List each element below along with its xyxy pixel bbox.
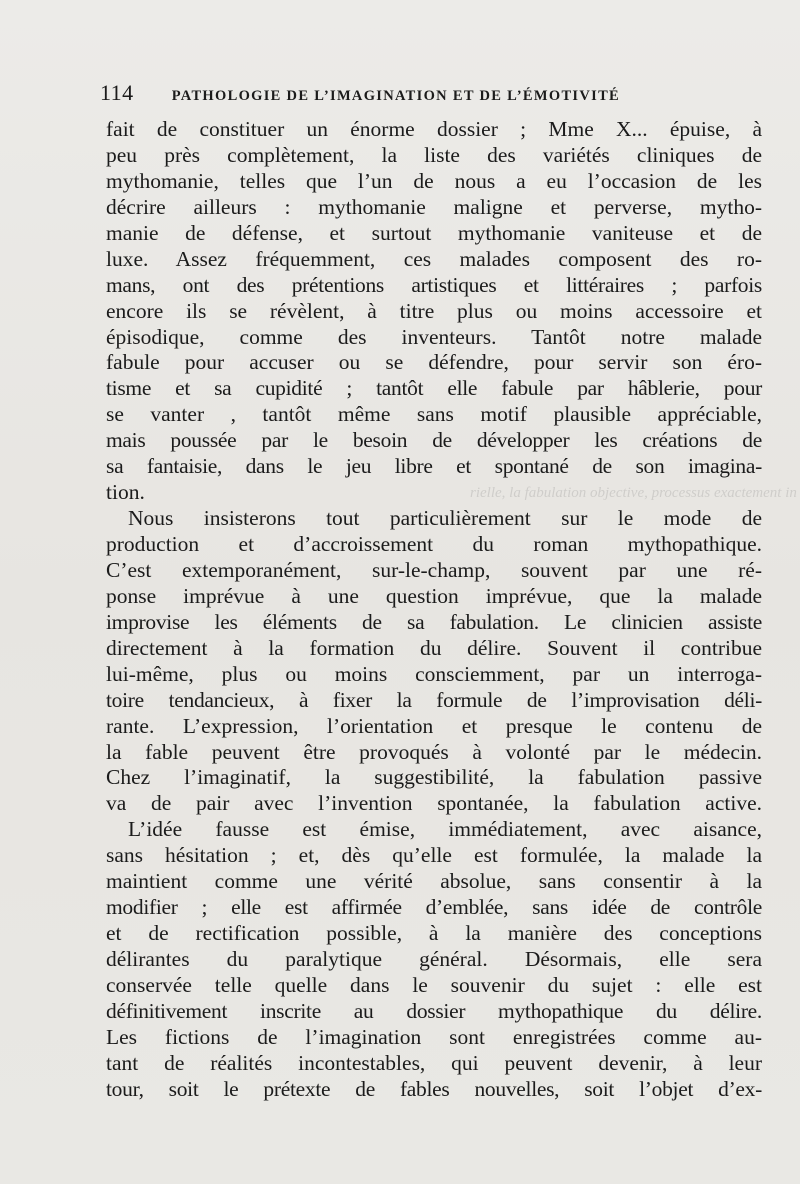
text-line: mythomanie, telles que l’un de nous a eu l’occasion de les — [106, 168, 762, 193]
text-line: se vanter , tantôt même sans motif plausible appréciable, — [106, 402, 762, 427]
text-line: toire tendancieux, à fixer la formule de l’improvisation déli- — [106, 687, 762, 712]
text-line: mans, ont des prétentions artistiques et littéraires ; parfois — [106, 272, 762, 297]
text-line: épisodique, comme des inventeurs. Tantôt notre malade — [106, 324, 762, 349]
text-line: la fable peuvent être provoqués à volonté par le médecin. — [106, 739, 762, 764]
running-title: PATHOLOGIE DE L’IMAGINATION ET DE L’ÉMOTIVITÉ — [171, 88, 621, 104]
text-line: conservée telle quelle dans le souvenir du sujet : elle est — [106, 972, 762, 997]
text-line: encore ils se révèlent, à titre plus ou moins accessoire et — [106, 298, 762, 323]
text-line: production et d’accroissement du roman mythopathique. — [106, 532, 762, 556]
text-line: rante. L’expression, l’orientation et presque le contenu de — [106, 713, 762, 738]
text-line: fait de constituer un énorme dossier ; Mme X... épuise, à — [106, 117, 762, 141]
text-line: définitivement inscrite au dossier mythopathique du délire. — [106, 998, 762, 1023]
text-line: sa fantaisie, dans le jeu libre et spontané de son imagina- — [106, 454, 762, 479]
text-line: tion. — [106, 480, 145, 505]
text-line: tisme et sa cupidité ; tantôt elle fabule par hâblerie, pour — [106, 376, 762, 401]
text-line: L’idée fausse est émise, immédiatement, avec aisance, — [128, 817, 762, 842]
text-line: mais poussée par le besoin de développer les créations de — [106, 428, 762, 453]
text-line: délirantes du paralytique général. Désormais, elle sera — [106, 947, 762, 971]
text-line: Les fictions de l’imagination sont enregistrées comme au- — [106, 1024, 762, 1049]
page-number: 114 — [100, 80, 134, 105]
text-line: ponse imprévue à une question imprévue, que la malade — [106, 583, 762, 608]
text-line: improvise les éléments de sa fabulation. Le clinicien assiste — [106, 609, 762, 634]
text-line: directement à la formation du délire. Souvent il contribue — [106, 635, 762, 660]
text-line: maintient comme une vérité absolue, sans consentir à la — [106, 869, 762, 894]
running-header — [100, 80, 760, 110]
text-line: fabule pour accuser ou se défendre, pour servir son éro- — [106, 350, 762, 375]
text-line: tour, soit le prétexte de fables nouvelles, soit l’objet d’ex- — [106, 1076, 762, 1101]
text-line: manie de défense, et surtout mythomanie vaniteuse et de — [106, 220, 762, 245]
text-line: modifier ; elle est affirmée d’emblée, sans idée de contrôle — [106, 895, 762, 920]
text-line: Chez l’imaginatif, la suggestibilité, la fabulation passive — [106, 765, 762, 790]
body-text — [106, 117, 762, 1103]
text-line: décrire ailleurs : mythomanie maligne et perverse, mytho- — [106, 194, 762, 219]
text-line: luxe. Assez fréquemment, ces malades composent des ro- — [106, 246, 762, 271]
text-line: lui-même, plus ou moins consciemment, par un interroga- — [106, 661, 762, 686]
text-line: et de rectification possible, à la manière des conceptions — [106, 921, 762, 946]
bleed-through-text: rielle, la fabulation objective, processus exactement in — [470, 485, 797, 501]
text-line: va de pair avec l’invention spontanée, la fabulation active. — [106, 791, 762, 816]
text-line: tant de réalités incontestables, qui peuvent devenir, à leur — [106, 1050, 762, 1075]
text-line: sans hésitation ; et, dès qu’elle est formulée, la malade la — [106, 843, 762, 868]
text-line: Nous insisterons tout particulièrement sur le mode de — [128, 506, 762, 531]
text-line: C’est extemporanément, sur-le-champ, souvent par une ré- — [106, 557, 762, 582]
text-line: peu près complètement, la liste des variétés cliniques de — [106, 142, 762, 167]
